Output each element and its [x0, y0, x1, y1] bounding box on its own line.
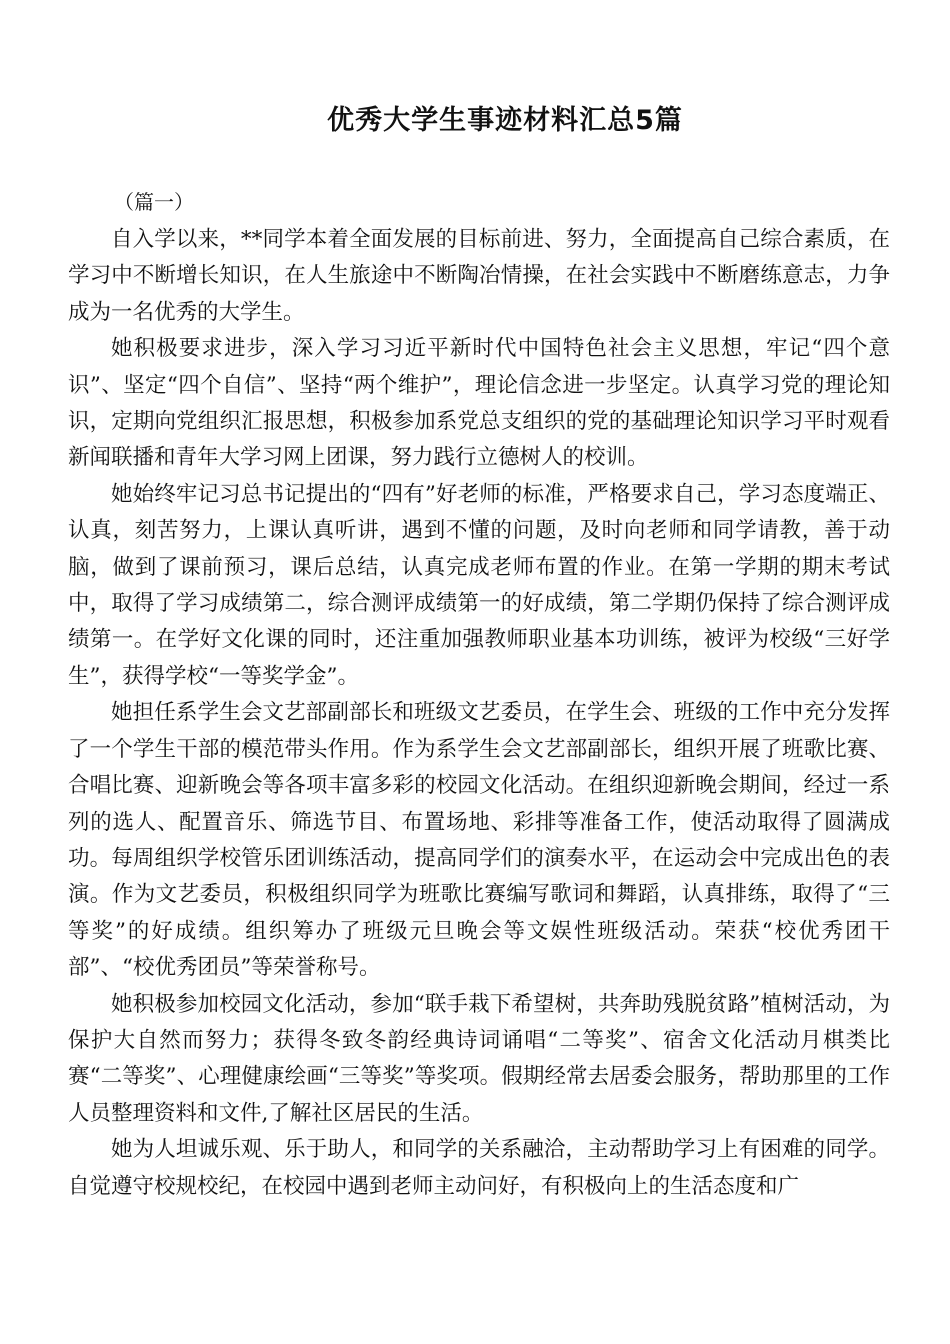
paragraph: 她积极参加校园文化活动，参加“联手栽下希望树，共奔助残脱贫路”植树活动，为保护大自然而努力；获得冬致冬韵经典诗词诵唱“二等奖”、宿舍文化活动月棋类比赛“二等奖”、心理健康绘画“三等奖”等奖项。假期经常去居委会服务，帮助那里的工作人员整理资料和文件,了解社区居民的生活。 [68, 991, 890, 1126]
document-body [68, 222, 890, 1205]
section-label: （篇一） [114, 190, 194, 214]
paragraph: 她担任系学生会文艺部副部长和班级文艺委员，在学生会、班级的工作中充分发挥了一个学生干部的模范带头作用。作为系学生会文艺部副部长，组织开展了班歌比赛、合唱比赛、迎新晚会等各项丰富多彩的校园文化活动。在组织迎新晚会期间，经过一系列的选人、配置音乐、筛选节目、布置场地、彩排等准备工作，使活动取得了圆满成功。每周组织学校管乐团训练活动，提高同学们的演奏水平，在运动会中完成出色的表演。作为文艺委员，积极组织同学为班歌比赛编写歌词和舞蹈，认真排练，取得了“三等奖”的好成绩。组织筹办了班级元旦晚会等文娱性班级活动。荣获“校优秀团干部”、“校优秀团员”等荣誉称号。 [68, 700, 890, 981]
paragraph: 她始终牢记习总书记提出的“四有”好老师的标准，严格要求自己，学习态度端正、认真，刻苦努力，上课认真听讲，遇到不懂的问题，及时向老师和同学请教，善于动脑，做到了课前预习，课后总结，认真完成老师布置的作业。在第一学期的期末考试中，取得了学习成绩第二，综合测评成绩第一的好成绩，第二学期仍保持了综合测评成绩第一。在学好文化课的同时，还注重加强教师职业基本功训练，被评为校级“三好学生”，获得学校“一等奖学金”。 [68, 481, 890, 689]
document-title: 优秀大学生事迹材料汇总5篇 [327, 105, 683, 136]
paragraph: 她为人坦诚乐观、乐于助人，和同学的关系融洽，主动帮助学习上有困难的同学。自觉遵守校规校纪，在校园中遇到老师主动问好，有积极向上的生活态度和广 [68, 1137, 890, 1199]
paragraph: 她积极要求进步，深入学习习近平新时代中国特色社会主义思想，牢记“四个意识”、坚定“四个自信”、坚持“两个维护”，理论信念进一步坚定。认真学习党的理论知识，定期向党组织汇报思想，积极参加系党总支组织的党的基础理论知识学习平时观看新闻联播和青年大学习网上团课，努力践行立德树人的校训。 [68, 336, 890, 471]
paragraph: 自入学以来，**同学本着全面发展的目标前进、努力，全面提高自己综合素质，在学习中不断增长知识，在人生旅途中不断陶冶情操，在社会实践中不断磨练意志，力争成为一名优秀的大学生。 [68, 227, 890, 325]
